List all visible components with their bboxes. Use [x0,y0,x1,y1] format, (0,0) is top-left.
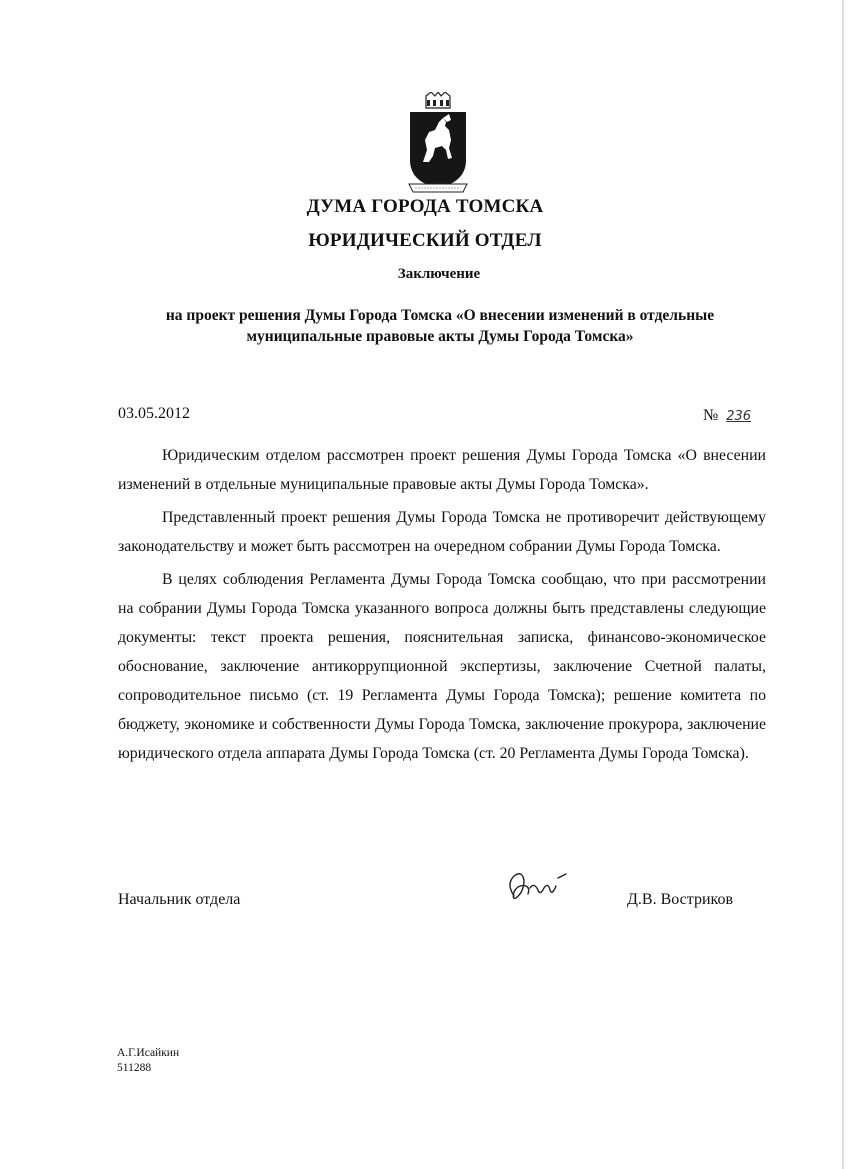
executor-phone: 511288 [117,1062,152,1074]
number-value: 236 [726,409,752,424]
executor-name: А.Г.Исайкин [117,1047,180,1059]
document-number [703,407,751,425]
department-name: ЮРИДИЧЕСКИЙ ОТДЕЛ [308,230,542,251]
document-date: 03.05.2012 [118,405,190,422]
number-label: № [703,407,719,424]
document-type: Заключение [397,266,481,282]
subject-line: на проект решения Думы Города Томска «О внесении изменений в отдельные [165,307,715,324]
document-body [118,441,766,772]
body-paragraph: Представленный проект решения Думы Города Томска не противоречит действующему законодательству и может быть рассмотрен на очередном собрании Думы Города Томска. [118,509,766,555]
body-paragraph: Юридическим отделом рассмотрен проект решения Думы Города Томска «О внесении изменений в отдельные муниципальные правовые акты Думы Города Томска». [118,447,766,493]
subject-line: муниципальные правовые акты Думы Города Томска» [246,328,634,345]
body-paragraph: В целях соблюдения Регламента Думы Города Томска сообщаю, что при рассмотрении на собрании Думы Города Томска указанного вопроса должны быть представлены следующие документы: текст проекта решения, пояснительная записка, финансово-экономическое обоснование, заключение антикоррупционной экспертизы, заключение Счетной палаты, сопроводительное письмо (ст. 19 Регламента Думы Города Томска); решение комитета по бюджету, экономике и собственности Думы Города Томска, заключение прокурора, заключение юридического отдела аппарата Думы Города Томска (ст. 20 Регламента Думы Города Томска). [118,571,766,762]
tomsk-coat-of-arms-icon [405,92,471,196]
executor-info [117,1046,179,1076]
scan-edge-line [842,0,844,1169]
signer-position: Начальник отдела [118,891,241,908]
document-subject [130,305,750,347]
organization-name: ДУМА ГОРОДА ТОМСКА [306,196,544,217]
handwritten-signature [500,866,572,908]
signer-name: Д.В. Востриков [627,891,734,908]
